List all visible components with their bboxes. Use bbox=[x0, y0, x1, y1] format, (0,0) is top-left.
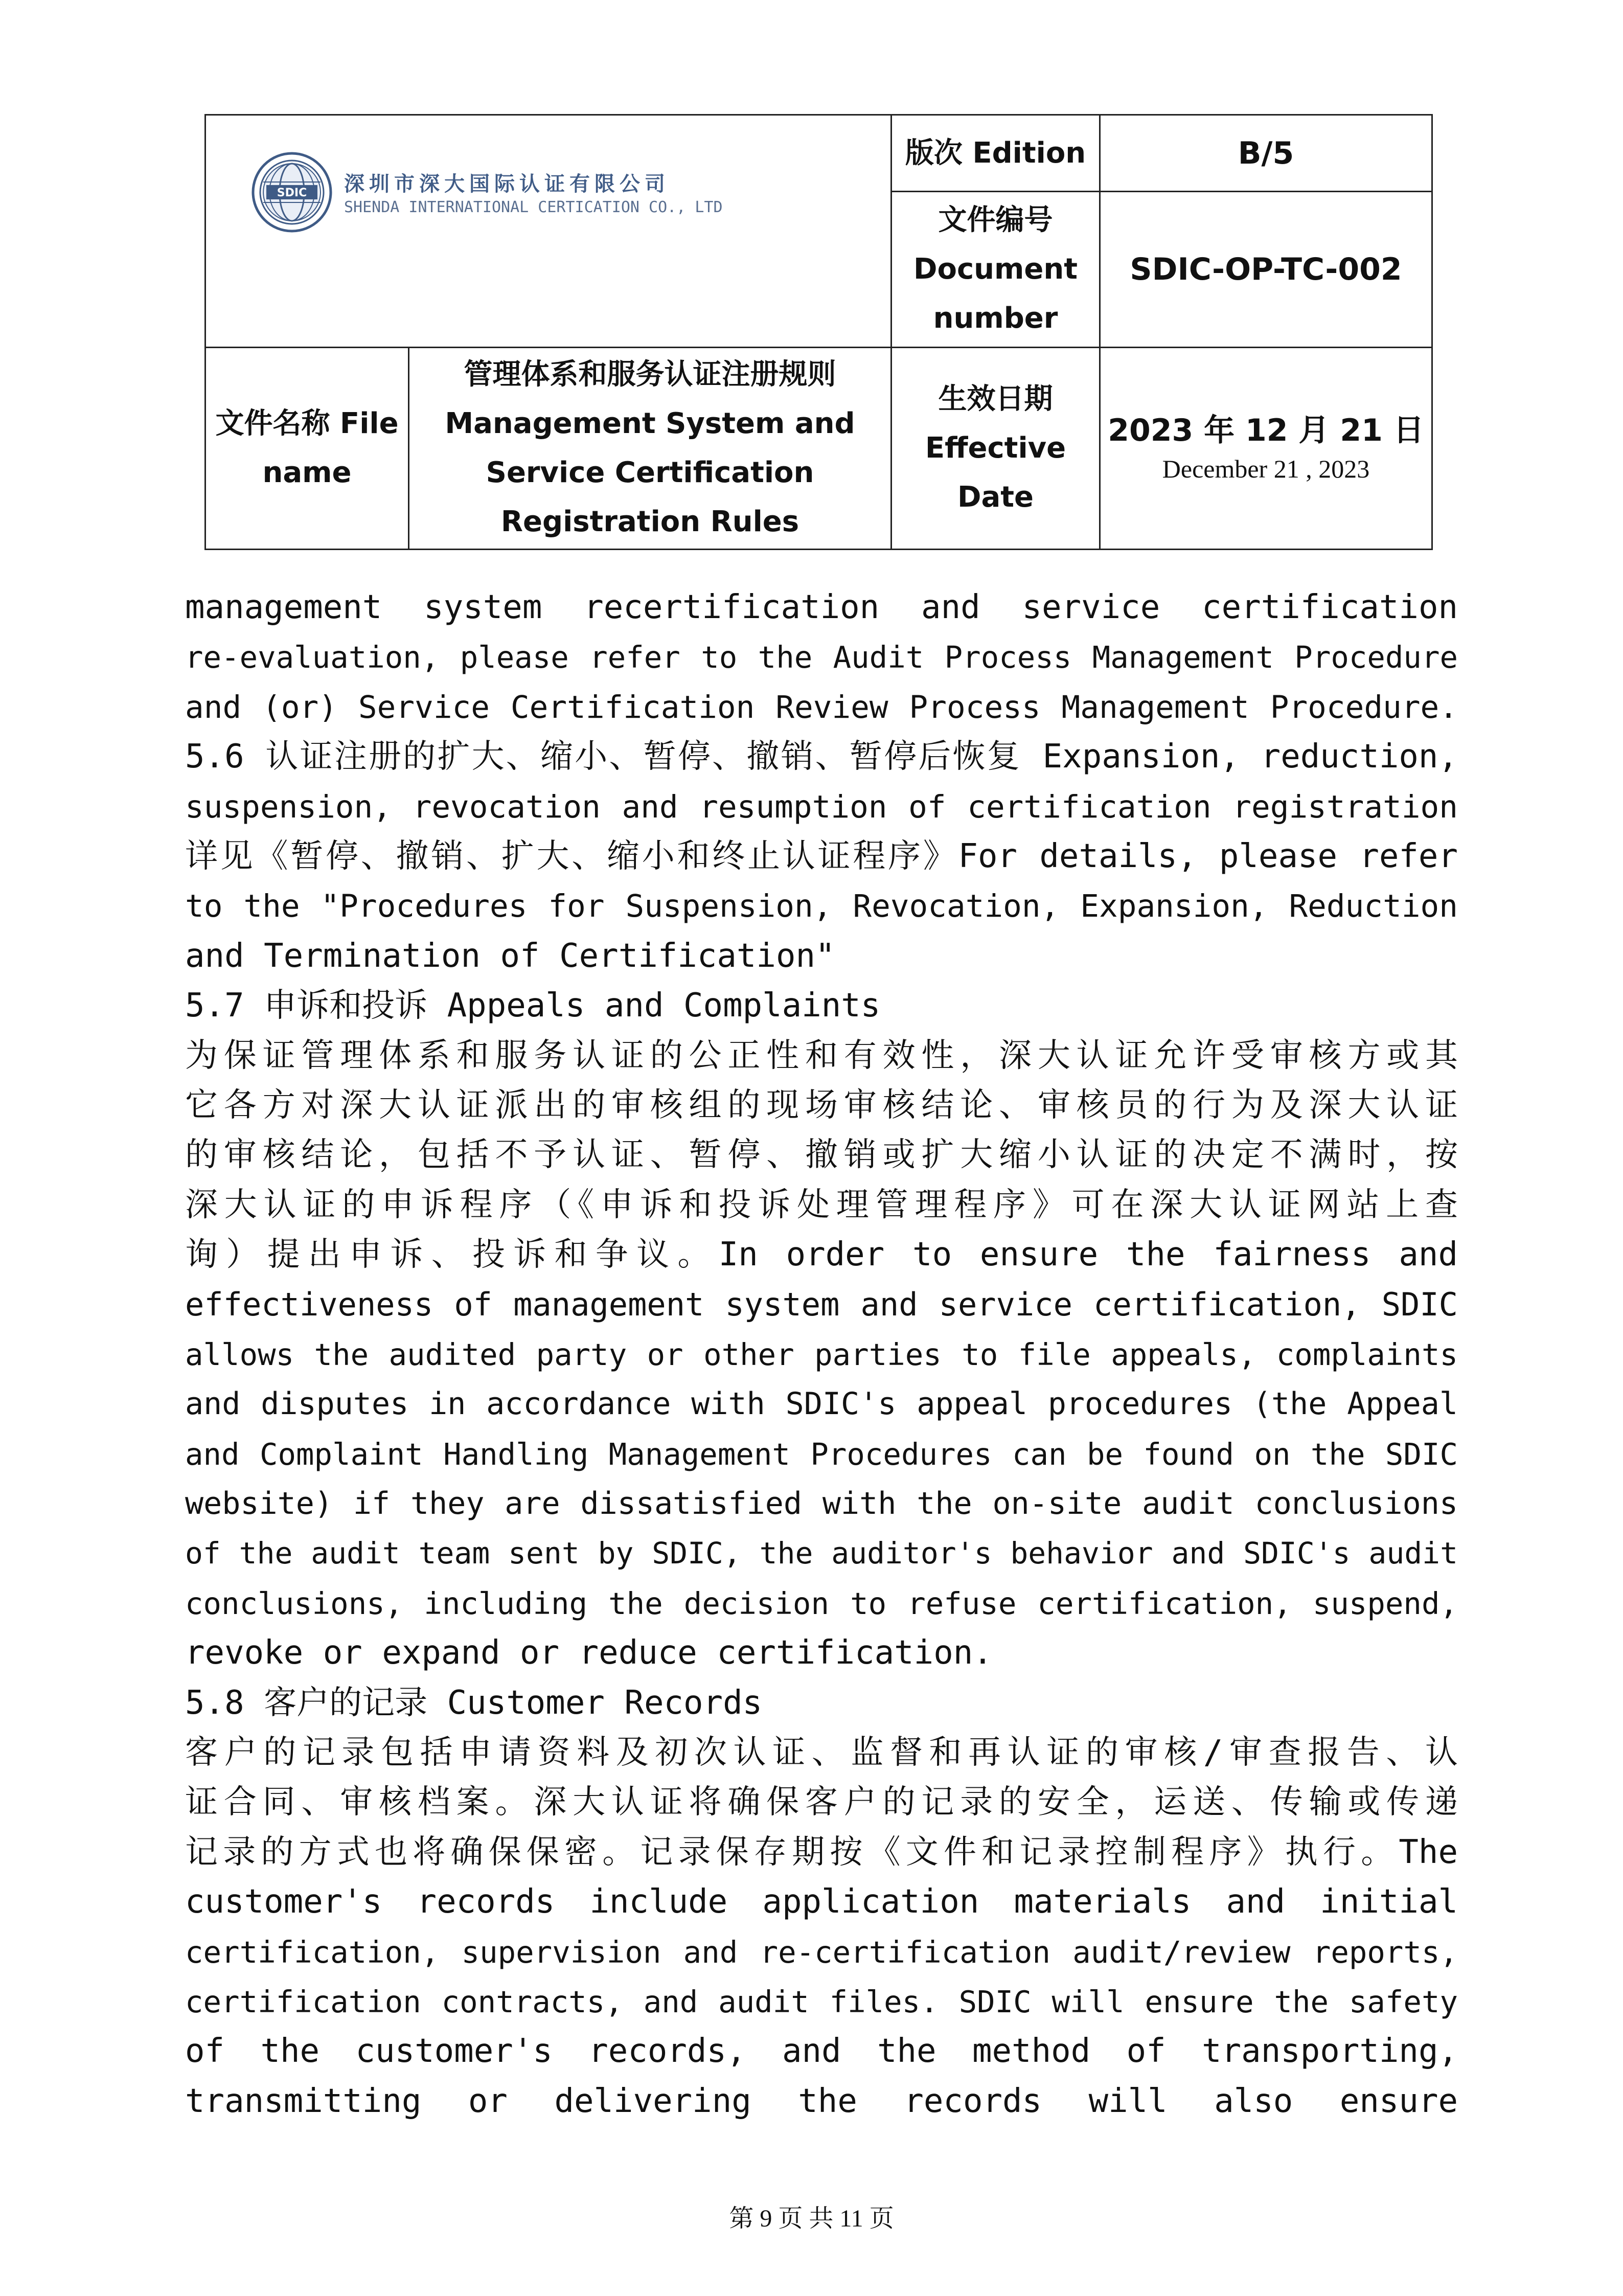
doc-number-label-line: 文件编号 bbox=[938, 203, 1053, 237]
file-name-value-cell bbox=[409, 348, 891, 550]
doc-number-value-cell bbox=[1100, 192, 1432, 348]
body-line: revoke or expand or reduce certification. bbox=[185, 1634, 993, 1672]
doc-number-label-line: number bbox=[933, 302, 1058, 335]
company-logo bbox=[251, 151, 723, 233]
body-line: 详见《暂停、撤销、扩大、缩小和终止认证程序》For details, please refer bbox=[185, 837, 1458, 875]
body-line: 的审核结论，包括不予认证、暂停、撤销或扩大缩小认证的决定不满时，按 bbox=[185, 1136, 1458, 1174]
edition-label: 版次 Edition bbox=[905, 136, 1086, 170]
body-line: to the "Procedures for Suspension, Revocation, Expansion, Reduction bbox=[185, 888, 1458, 925]
body-line: 它各方对深大认证派出的审核组的现场审核结论、审核员的行为及深大认证 bbox=[185, 1086, 1458, 1124]
body-line: allows the audited party or other parties to file appeals, complaints bbox=[185, 1336, 1458, 1372]
document-header-table bbox=[204, 114, 1433, 550]
body-line: and disputes in accordance with SDIC's appeal procedures (the Appeal bbox=[185, 1386, 1458, 1422]
body-line: and (or) Service Certification Review Process Management Procedure. bbox=[185, 689, 1458, 725]
body-line: re-evaluation, please refer to the Audit Process Management Procedure bbox=[185, 640, 1458, 675]
effective-date-label-cell bbox=[891, 348, 1100, 550]
file-name-line: 管理体系和服务认证注册规则 bbox=[464, 358, 836, 391]
section-heading-5-7: 5.7 申诉和投诉 Appeals and Complaints bbox=[185, 987, 881, 1025]
file-name-line: Management System and bbox=[445, 407, 855, 440]
body-line: certification, supervision and re-certification audit/review reports, bbox=[185, 1934, 1458, 1970]
body-line: transmitting or delivering the records will also ensure bbox=[185, 2082, 1458, 2120]
company-name-cn: 深圳市深大国际认证有限公司 bbox=[344, 172, 670, 196]
body-line: management system recertification and service certification bbox=[185, 588, 1458, 626]
company-name-en: SHENDA INTERNATIONAL CERTICATION CO., LTD bbox=[344, 198, 723, 216]
body-line: website) if they are dissatisfied with the on-site audit conclusions bbox=[185, 1486, 1458, 1522]
body-line: effectiveness of management system and service certification, SDIC bbox=[185, 1286, 1458, 1324]
body-line: 为保证管理体系和服务认证的公正性和有效性，深大认证允许受审核方或其 bbox=[185, 1036, 1458, 1075]
body-line: 深大认证的申诉程序（《申诉和投诉处理管理程序》可在深大认证网站上查 bbox=[185, 1186, 1458, 1224]
sdic-globe-icon bbox=[251, 151, 333, 233]
effective-date-label-line: Date bbox=[957, 481, 1034, 514]
edition-value-cell bbox=[1100, 115, 1432, 192]
section-heading-5-6: 5.6 认证注册的扩大、缩小、暂停、撤销、暂停后恢复 Expansion, reduction, bbox=[185, 738, 1458, 776]
company-logo-cell bbox=[205, 115, 891, 348]
effective-date-label-line: Effective bbox=[925, 431, 1066, 465]
edition-label-cell bbox=[891, 115, 1100, 192]
document-body bbox=[185, 583, 1458, 2126]
file-name-line: Service Certification bbox=[486, 456, 814, 489]
doc-number-label-line: Document bbox=[913, 253, 1078, 286]
file-name-label-line: name bbox=[262, 456, 352, 489]
effective-date-en: December 21 , 2023 bbox=[1162, 454, 1370, 483]
body-line: 客户的记录包括申请资料及初次认证、监督和再认证的审核/审查报告、认 bbox=[185, 1733, 1458, 1771]
file-name-label-line: 文件名称 File bbox=[215, 407, 399, 440]
page-footer: 第 9 页 共 11 页 bbox=[729, 2205, 894, 2232]
body-line: and Termination of Certification" bbox=[185, 937, 835, 975]
body-line: conclusions, including the decision to refuse certification, suspend, bbox=[185, 1585, 1458, 1621]
section-heading-5-8: 5.8 客户的记录 Customer Records bbox=[185, 1684, 763, 1722]
body-line: 证合同、审核档案。深大认证将确保客户的记录的安全，运送、传输或传递 bbox=[185, 1783, 1458, 1822]
body-line: 询）提出申诉、投诉和争议。In order to ensure the fairness and bbox=[185, 1236, 1458, 1274]
doc-number-label-cell bbox=[891, 192, 1100, 348]
body-line: of the audit team sent by SDIC, the auditor's behavior and SDIC's audit bbox=[185, 1536, 1458, 1571]
body-line: certification contracts, and audit files. SDIC will ensure the safety bbox=[185, 1984, 1458, 2019]
body-line: customer's records include application materials and initial bbox=[185, 1883, 1458, 1921]
doc-number-value: SDIC-OP-TC-002 bbox=[1130, 252, 1402, 287]
body-line: and Complaint Handling Management Procedures can be found on the SDIC bbox=[185, 1436, 1458, 1472]
logo-lettering: SDIC bbox=[277, 187, 307, 199]
file-name-label-cell bbox=[205, 348, 409, 550]
body-line: 记录的方式也将确保保密。记录保存期按《文件和记录控制程序》执行。The bbox=[185, 1833, 1458, 1871]
file-name-line: Registration Rules bbox=[500, 505, 799, 538]
effective-date-cn: 2023 年 12 月 21 日 bbox=[1108, 413, 1424, 448]
effective-date-label-line: 生效日期 bbox=[938, 382, 1053, 416]
edition-value: B/5 bbox=[1238, 135, 1294, 171]
body-line: of the customer's records, and the method of transporting, bbox=[185, 2032, 1458, 2071]
body-line: suspension, revocation and resumption of certification registration bbox=[185, 788, 1458, 825]
effective-date-value-cell bbox=[1100, 348, 1432, 550]
